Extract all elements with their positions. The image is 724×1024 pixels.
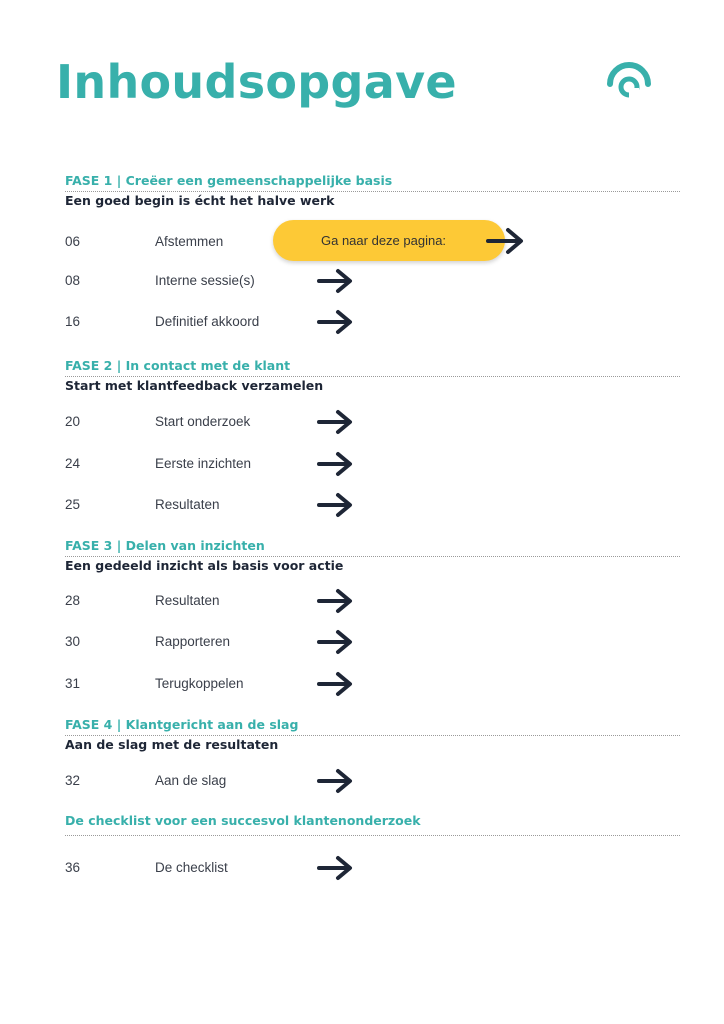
- entry-label: Resultaten: [155, 497, 220, 512]
- page-number: 25: [65, 497, 81, 512]
- arrow-right-icon[interactable]: [317, 855, 355, 881]
- toc-entry-rapporteren[interactable]: [65, 628, 535, 656]
- arrow-right-icon[interactable]: [317, 768, 355, 794]
- divider: [65, 835, 680, 836]
- page-number: 30: [65, 634, 81, 649]
- toc-entry-definitief-akkoord[interactable]: [65, 308, 535, 336]
- toc-entry-start-onderzoek[interactable]: [65, 408, 535, 436]
- page-title: Inhoudsopgave: [56, 55, 457, 109]
- entry-label: Aan de slag: [155, 773, 227, 788]
- entry-label: Interne sessie(s): [155, 273, 255, 288]
- arrow-right-icon[interactable]: [317, 671, 355, 697]
- phase-heading: FASE 1 | Creëer een gemeenschappelijke basis: [65, 173, 680, 192]
- entry-label: Eerste inzichten: [155, 456, 252, 471]
- arrow-right-icon[interactable]: [317, 451, 355, 477]
- toc-entry-resultaten-fase3[interactable]: [65, 587, 535, 615]
- entry-label: Terugkoppelen: [155, 676, 244, 691]
- phase-heading: FASE 3 | Delen van inzichten: [65, 538, 680, 557]
- page-number: 28: [65, 593, 81, 608]
- entry-label: Rapporteren: [155, 634, 231, 649]
- phase-subheading: Start met klantfeedback verzamelen: [65, 378, 324, 393]
- phase-3-header: [65, 538, 680, 574]
- entry-label: Afstemmen: [155, 234, 224, 249]
- toc-entry-resultaten-fase2[interactable]: [65, 491, 535, 519]
- page-number: 32: [65, 773, 81, 788]
- phase-1-header: [65, 173, 680, 209]
- entry-label: Definitief akkoord: [155, 314, 260, 329]
- phase-subheading: Aan de slag met de resultaten: [65, 737, 279, 752]
- page-number: 06: [65, 234, 81, 249]
- toc-entry-de-checklist[interactable]: [65, 854, 535, 882]
- page-number: 31: [65, 676, 81, 691]
- entry-label: Resultaten: [155, 593, 220, 608]
- page-number: 36: [65, 860, 81, 875]
- arrow-right-icon[interactable]: [317, 588, 355, 614]
- page-number: 16: [65, 314, 81, 329]
- go-to-page-callout[interactable]: [273, 220, 505, 261]
- checklist-header: [65, 813, 680, 831]
- callout-label: Ga naar deze pagina:: [321, 233, 447, 248]
- phase-heading: De checklist voor een succesvol klantenonderzoek: [65, 813, 421, 828]
- phase-subheading: Een gedeeld inzicht als basis voor actie: [65, 558, 344, 573]
- arrow-right-icon[interactable]: [317, 268, 355, 294]
- phase-4-header: [65, 717, 680, 753]
- entry-label: De checklist: [155, 860, 228, 875]
- toc-entry-eerste-inzichten[interactable]: [65, 450, 535, 478]
- phase-heading: FASE 4 | Klantgericht aan de slag: [65, 717, 680, 736]
- phase-subheading: Een goed begin is écht het halve werk: [65, 193, 335, 208]
- arrow-right-icon[interactable]: [317, 629, 355, 655]
- toc-entry-interne-sessies[interactable]: [65, 267, 535, 295]
- arrow-right-icon[interactable]: [317, 309, 355, 335]
- phase-heading: FASE 2 | In contact met de klant: [65, 358, 680, 377]
- toc-entry-aan-de-slag[interactable]: [65, 767, 535, 795]
- page-number: 24: [65, 456, 81, 471]
- page-number: 08: [65, 273, 81, 288]
- arrow-right-icon[interactable]: [317, 492, 355, 518]
- entry-label: Start onderzoek: [155, 414, 251, 429]
- toc-entry-terugkoppelen[interactable]: [65, 670, 535, 698]
- arrow-right-icon[interactable]: [486, 227, 526, 255]
- arrow-right-icon[interactable]: [317, 409, 355, 435]
- brand-spiral-icon: [604, 60, 654, 100]
- phase-2-header: [65, 358, 680, 394]
- page-number: 20: [65, 414, 81, 429]
